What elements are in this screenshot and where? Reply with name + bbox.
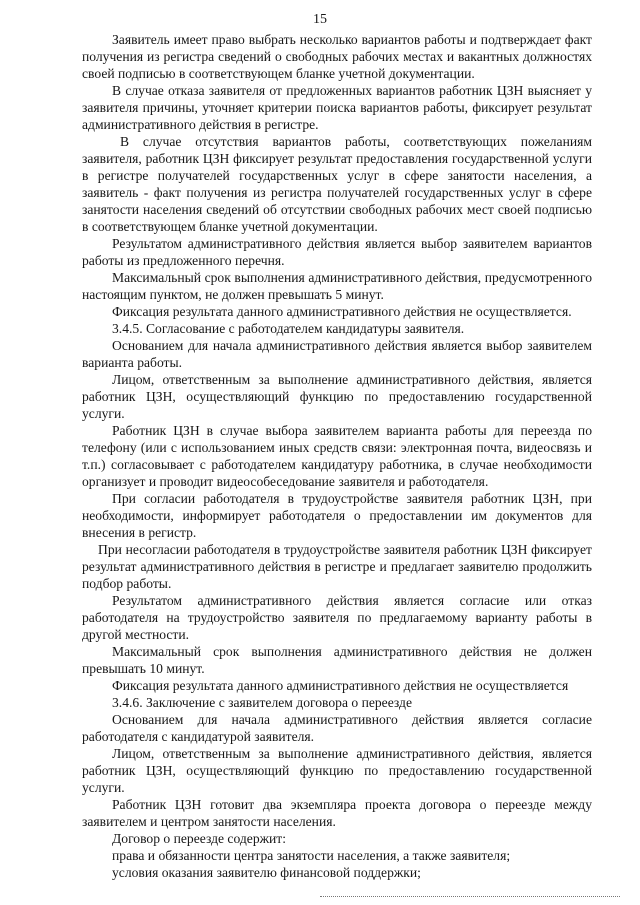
paragraph: Результатом административного действия является согласие или отказ работодателя на трудоустройство заявителя по предлагаемому варианту работы в другой местности.: [82, 593, 592, 642]
paragraph: Фиксация результата данного административного действия не осуществляется.: [112, 304, 572, 319]
paragraph: В случае отказа заявителя от предложенных вариантов работник ЦЗН выясняет у заявителя причины, уточняет критерии поиска вариантов работы, фиксирует результат административного действия в регистре.: [82, 83, 592, 132]
document-body: [82, 31, 592, 881]
paragraph: Результатом административного действия является выбор заявителем вариантов работы из предложенного перечня.: [82, 236, 592, 268]
section-heading-3-4-5: 3.4.5. Согласование с работодателем кандидатуры заявителя.: [112, 321, 465, 336]
paragraph: При согласии работодателя в трудоустройстве заявителя работник ЦЗН, при необходимости, информирует работодателя о предоставлении им документов для внесения в регистр.: [82, 491, 592, 540]
paragraph: Лицом, ответственным за выполнение административного действия, является работник ЦЗН, осуществляющий функцию по предоставлению государственной услуги.: [82, 746, 592, 795]
page-number: 15: [313, 12, 327, 27]
paragraph: Фиксация результата данного административного действия не осуществляется: [112, 678, 569, 693]
paragraph: Основанием для начала административного действия является выбор заявителем варианта работы.: [82, 338, 592, 370]
paragraph: Договор о переезде содержит:: [112, 831, 286, 846]
paragraph: Максимальный срок выполнения административного действия, предусмотренного настоящим пунктом, не должен превышать 5 минут.: [82, 270, 592, 302]
list-item: условия оказания заявителю финансовой поддержки;: [112, 865, 421, 880]
list-item: права и обязанности центра занятости населения, а также заявителя;: [112, 848, 511, 863]
paragraph: При несогласии работодателя в трудоустройстве заявителя работник ЦЗН фиксирует результат административного действия в регистре и предлагает заявителю продолжить подбор работы.: [82, 542, 592, 591]
paragraph: Заявитель имеет право выбрать несколько вариантов работы и подтверждает факт получения из регистра сведений о свободных рабочих местах и вакантных должностях своей подписью в соответствующем бланке учетной документации.: [82, 32, 592, 81]
section-heading-3-4-6: 3.4.6. Заключение с заявителем договора о переезде: [112, 695, 412, 710]
paragraph: Работник ЦЗН в случае выбора заявителем варианта работы для переезда по телефону (или с использованием иных средств связи: электронная почта, видеосвязь и т.п.) согласовывает с работодателем кандидатуру работника, в случае необходимости организует и проводит видеособеседование заявителя и работодателя.: [82, 423, 592, 489]
paragraph: Лицом, ответственным за выполнение административного действия, является работник ЦЗН, осуществляющий функцию по предоставлению государственной услуги.: [82, 372, 592, 421]
paragraph: Основанием для начала административного действия является согласие работодателя с кандидатурой заявителя.: [82, 712, 592, 744]
paragraph: Работник ЦЗН готовит два экземпляра проекта договора о переезде между заявителем и центром занятости населения.: [82, 797, 592, 829]
footer-divider: [320, 896, 620, 897]
paragraph: Максимальный срок выполнения административного действия не должен превышать 10 минут.: [82, 644, 592, 676]
paragraph: В случае отсутствия вариантов работы, соответствующих пожеланиям заявителя, работник ЦЗН фиксирует результат предоставления государственной услуги в регистре получателей государственных услуг в сфере занятости населения, а заявитель - факт получения из регистра получателей государственных услуг в сфере занятости населения сведений об отсутствии свободных рабочих мест своей подписью в соответствующем бланке учетной документации.: [82, 134, 592, 234]
